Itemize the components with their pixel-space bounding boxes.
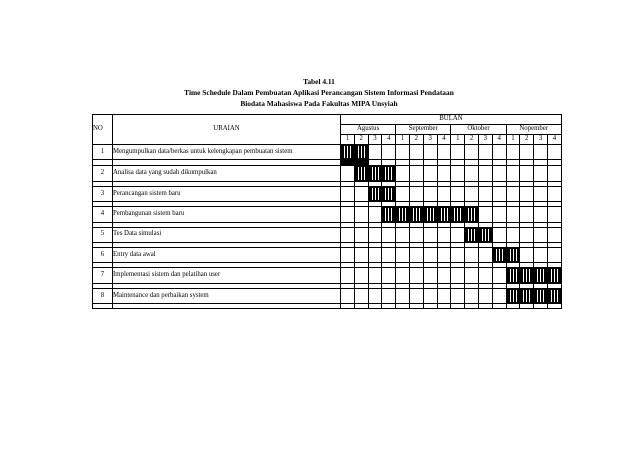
bar-segment-divider [471, 208, 472, 220]
bar-segment-divider [460, 208, 461, 220]
bar-segment-divider [441, 208, 442, 220]
task-number: 7 [93, 268, 113, 283]
bar-segment-divider [499, 249, 500, 261]
week-header: 3 [423, 135, 437, 145]
spacer-cell [341, 304, 355, 309]
bar-segment-divider [482, 229, 483, 241]
task-description: Analisa data yang sudah dikumpulkan [113, 166, 341, 181]
week-header: 4 [547, 135, 561, 145]
task-number: 2 [93, 166, 113, 181]
spacer-cell [492, 304, 506, 309]
schedule-table [92, 114, 562, 309]
spacer-cell [409, 304, 423, 309]
week-cell [451, 186, 465, 201]
task-number: 4 [93, 207, 113, 222]
week-cell [506, 288, 520, 303]
week-cell [520, 207, 534, 222]
bar-segment-divider [391, 167, 392, 179]
week-cell [437, 166, 451, 181]
week-cell [478, 186, 492, 201]
spacer-cell [396, 304, 410, 309]
week-cell [492, 227, 506, 242]
bar-segment-divider [375, 188, 376, 200]
week-cell [451, 166, 465, 181]
bar-segment-divider [385, 188, 386, 200]
schedule-bar [355, 160, 368, 165]
spacer-cell [368, 304, 382, 309]
bar-segment-divider [523, 290, 524, 302]
no-header: NO [93, 115, 113, 145]
week-cell [437, 268, 451, 283]
bar-segment-divider [457, 208, 458, 220]
week-cell [396, 268, 410, 283]
week-header: 3 [478, 135, 492, 145]
week-header: 2 [465, 135, 479, 145]
week-cell [465, 227, 479, 242]
bar-segment-divider [529, 290, 530, 302]
task-number: 3 [93, 186, 113, 201]
week-cell [354, 186, 368, 201]
bar-segment-divider [513, 269, 514, 281]
bar-segment-divider [468, 208, 469, 220]
week-cell [437, 247, 451, 262]
week-cell [534, 227, 548, 242]
bar-segment-divider [474, 208, 475, 220]
week-cell [423, 288, 437, 303]
month-header-oktober: Oktober [451, 125, 506, 135]
week-cell [423, 268, 437, 283]
week-header: 2 [354, 135, 368, 145]
bar-segment-divider [391, 208, 392, 220]
bar-segment-divider [537, 290, 538, 302]
week-cell [451, 207, 465, 222]
week-cell [547, 247, 561, 262]
bar-segment-divider [516, 269, 517, 281]
table-row [93, 227, 562, 242]
bar-segment-divider [416, 208, 417, 220]
week-cell [478, 227, 492, 242]
week-cell [506, 186, 520, 201]
week-cell [396, 145, 410, 160]
week-cell [409, 145, 423, 160]
week-cell [547, 268, 561, 283]
spacer-cell [520, 304, 534, 309]
spacer-cell [547, 304, 561, 309]
task-number: 6 [93, 247, 113, 262]
spacer-cell [465, 304, 479, 309]
week-cell [478, 166, 492, 181]
week-cell [451, 288, 465, 303]
table-row [93, 166, 562, 181]
bar-segment-divider [540, 290, 541, 302]
week-cell [341, 166, 355, 181]
bar-segment-divider [361, 146, 362, 158]
caption-title: Time Schedule Dalam Pembuatan Aplikasi Perancangan Sistem Informasi Pendataan [184, 88, 454, 97]
bar-segment-divider [350, 146, 351, 158]
week-cell [354, 288, 368, 303]
bar-segment-divider [513, 249, 514, 261]
week-cell [506, 166, 520, 181]
week-header: 1 [506, 135, 520, 145]
week-cell [382, 227, 396, 242]
bar-segment-divider [551, 290, 552, 302]
week-cell [506, 227, 520, 242]
week-header: 2 [520, 135, 534, 145]
week-cell [492, 166, 506, 181]
task-description: Pembangunan sistem baru [113, 207, 341, 222]
week-cell [354, 207, 368, 222]
week-cell [368, 227, 382, 242]
spacer-cell [423, 304, 437, 309]
week-cell [423, 247, 437, 262]
week-cell [478, 247, 492, 262]
bar-segment-divider [375, 167, 376, 179]
week-cell [492, 247, 506, 262]
bar-segment-divider [468, 229, 469, 241]
week-cell [354, 247, 368, 262]
spacer-cell [354, 304, 368, 309]
bar-segment-divider [388, 188, 389, 200]
week-cell [534, 145, 548, 160]
bar-segment-divider [496, 249, 497, 261]
week-cell [368, 145, 382, 160]
week-cell [520, 186, 534, 201]
bar-segment-divider [427, 208, 428, 220]
bar-segment-divider [433, 208, 434, 220]
week-cell [547, 207, 561, 222]
week-cell [341, 268, 355, 283]
month-header-nopember: Nopember [506, 125, 561, 135]
bar-segment-divider [358, 167, 359, 179]
task-description: Maintenance dan perbaikan system [113, 288, 341, 303]
bar-segment-divider [516, 249, 517, 261]
week-cell [520, 268, 534, 283]
bar-segment-divider [372, 167, 373, 179]
week-cell [396, 227, 410, 242]
bar-segment-divider [551, 269, 552, 281]
bar-segment-divider [516, 290, 517, 302]
week-cell [382, 288, 396, 303]
bar-segment-divider [554, 290, 555, 302]
bar-segment-divider [543, 269, 544, 281]
week-header: 4 [437, 135, 451, 145]
bar-segment-divider [378, 188, 379, 200]
week-cell [506, 247, 520, 262]
bar-segment-divider [526, 290, 527, 302]
week-cell [409, 207, 423, 222]
week-cell [534, 207, 548, 222]
week-header: 1 [341, 135, 355, 145]
table-row [93, 145, 562, 160]
table-row [93, 247, 562, 262]
week-cell [520, 145, 534, 160]
bar-segment-divider [447, 208, 448, 220]
bar-segment-divider [364, 146, 365, 158]
week-cell [368, 207, 382, 222]
week-header: 1 [451, 135, 465, 145]
week-cell [354, 166, 368, 181]
week-cell [547, 227, 561, 242]
bar-segment-divider [402, 208, 403, 220]
week-cell [396, 207, 410, 222]
week-cell [423, 227, 437, 242]
caption-table-number: Tabel 4.11 [303, 77, 335, 86]
week-cell [354, 227, 368, 242]
week-cell [423, 166, 437, 181]
week-cell [465, 186, 479, 201]
week-cell [437, 145, 451, 160]
bar-segment-divider [378, 167, 379, 179]
bar-segment-divider [399, 208, 400, 220]
bar-segment-divider [344, 146, 345, 158]
week-cell [506, 268, 520, 283]
week-cell [492, 288, 506, 303]
week-cell [547, 288, 561, 303]
task-description: Tes Data simulasi [113, 227, 341, 242]
week-cell [437, 227, 451, 242]
week-cell [465, 145, 479, 160]
week-cell [382, 166, 396, 181]
table-row [93, 207, 562, 222]
spacer-cell [113, 304, 341, 309]
week-cell [368, 288, 382, 303]
bar-segment-divider [444, 208, 445, 220]
week-cell [409, 186, 423, 201]
bar-segment-divider [557, 269, 558, 281]
bar-segment-divider [358, 146, 359, 158]
task-description: Implementasi sistem dan pelatihan user [113, 268, 341, 283]
spacer-cell [451, 304, 465, 309]
week-cell [368, 186, 382, 201]
week-cell [341, 145, 355, 160]
spacer-row [93, 304, 562, 309]
week-header: 1 [396, 135, 410, 145]
bar-segment-divider [526, 269, 527, 281]
week-cell [492, 145, 506, 160]
bar-segment-divider [540, 269, 541, 281]
bar-segment-divider [419, 208, 420, 220]
task-description: Entry data awal [113, 247, 341, 262]
week-cell [465, 288, 479, 303]
bar-segment-divider [537, 269, 538, 281]
week-cell [492, 186, 506, 201]
spacer-cell [382, 304, 396, 309]
week-cell [492, 268, 506, 283]
week-cell [534, 247, 548, 262]
week-cell [451, 145, 465, 160]
week-cell [534, 288, 548, 303]
week-cell [506, 207, 520, 222]
week-cell [465, 207, 479, 222]
week-cell [465, 247, 479, 262]
week-cell [341, 288, 355, 303]
bar-segment-divider [529, 269, 530, 281]
spacer-cell [534, 304, 548, 309]
spacer-cell [506, 304, 520, 309]
table-row [93, 186, 562, 201]
table-row [93, 268, 562, 283]
bar-segment-divider [543, 290, 544, 302]
bar-segment-divider [385, 208, 386, 220]
week-cell [423, 186, 437, 201]
week-cell [492, 207, 506, 222]
week-cell [451, 247, 465, 262]
bar-segment-divider [474, 229, 475, 241]
table-row [93, 288, 562, 303]
bar-segment-divider [554, 269, 555, 281]
table-caption [0, 76, 638, 109]
week-header: 3 [368, 135, 382, 145]
week-cell [534, 268, 548, 283]
task-number: 5 [93, 227, 113, 242]
week-cell [451, 268, 465, 283]
week-cell [368, 268, 382, 283]
uraian-header: URAIAN [113, 115, 341, 145]
week-cell [506, 145, 520, 160]
week-cell [396, 186, 410, 201]
week-cell [382, 145, 396, 160]
week-cell [409, 247, 423, 262]
task-number: 8 [93, 288, 113, 303]
bar-segment-divider [557, 290, 558, 302]
week-cell [547, 166, 561, 181]
week-cell [382, 247, 396, 262]
week-cell [354, 268, 368, 283]
week-header: 4 [492, 135, 506, 145]
week-cell [341, 227, 355, 242]
week-cell [465, 268, 479, 283]
bar-segment-divider [523, 269, 524, 281]
week-cell [478, 288, 492, 303]
bar-segment-divider [510, 269, 511, 281]
bulan-header: BULAN [341, 115, 562, 125]
week-cell [520, 288, 534, 303]
task-description: Perancangan sistem baru [113, 186, 341, 201]
bar-segment-divider [388, 208, 389, 220]
week-cell [341, 186, 355, 201]
bar-segment-divider [413, 208, 414, 220]
spacer-cell [93, 304, 113, 309]
week-cell [451, 227, 465, 242]
month-header-agustus: Agustus [341, 125, 396, 135]
week-cell [396, 166, 410, 181]
week-cell [534, 166, 548, 181]
bar-segment-divider [454, 208, 455, 220]
bar-segment-divider [502, 249, 503, 261]
week-cell [478, 145, 492, 160]
week-cell [382, 268, 396, 283]
bar-segment-divider [391, 188, 392, 200]
week-cell [423, 145, 437, 160]
week-cell [437, 207, 451, 222]
bar-segment-divider [510, 290, 511, 302]
bar-segment-divider [471, 229, 472, 241]
week-cell [396, 247, 410, 262]
schedule-bar [341, 160, 354, 165]
bar-segment-divider [510, 249, 511, 261]
week-cell [520, 247, 534, 262]
task-description: Mengumpulkan data/berkas untuk kelengkapan pembuatan sistem [113, 145, 341, 160]
week-cell [465, 166, 479, 181]
bar-segment-divider [430, 208, 431, 220]
week-header: 3 [534, 135, 548, 145]
bar-segment-divider [364, 167, 365, 179]
spacer-cell [478, 304, 492, 309]
week-cell [341, 247, 355, 262]
week-cell [368, 247, 382, 262]
bar-segment-divider [388, 167, 389, 179]
week-cell [478, 268, 492, 283]
bar-segment-divider [385, 167, 386, 179]
week-cell [534, 186, 548, 201]
bar-segment-divider [513, 290, 514, 302]
week-cell [382, 186, 396, 201]
week-header: 2 [409, 135, 423, 145]
week-cell [409, 166, 423, 181]
week-cell [437, 288, 451, 303]
bar-segment-divider [372, 188, 373, 200]
week-cell [341, 207, 355, 222]
week-header: 4 [382, 135, 396, 145]
week-cell [520, 227, 534, 242]
bar-segment-divider [361, 167, 362, 179]
week-cell [437, 186, 451, 201]
bar-segment-divider [488, 229, 489, 241]
task-number: 1 [93, 145, 113, 160]
week-cell [382, 207, 396, 222]
week-cell [547, 186, 561, 201]
week-cell [409, 268, 423, 283]
bar-segment-divider [347, 146, 348, 158]
week-cell [520, 166, 534, 181]
spacer-cell [437, 304, 451, 309]
week-cell [354, 145, 368, 160]
bar-segment-divider [405, 208, 406, 220]
week-cell [478, 207, 492, 222]
week-cell [396, 288, 410, 303]
caption-subtitle: Biodata Mahasiswa Pada Fakultas MIPA Unsyiah [240, 99, 398, 108]
month-header-september: September [396, 125, 451, 135]
week-cell [368, 166, 382, 181]
week-cell [409, 227, 423, 242]
week-cell [423, 207, 437, 222]
week-cell [547, 145, 561, 160]
week-cell [409, 288, 423, 303]
bar-segment-divider [485, 229, 486, 241]
